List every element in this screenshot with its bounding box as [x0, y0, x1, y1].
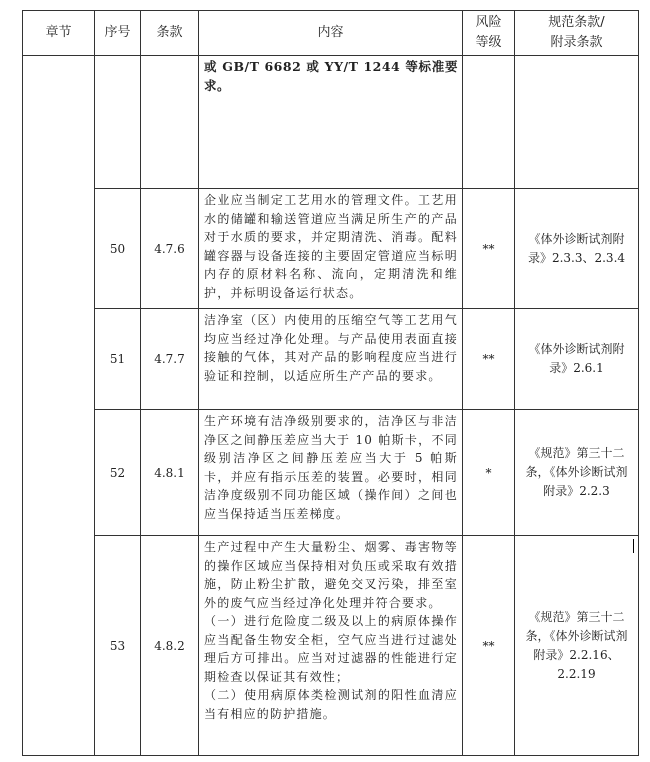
text-cursor	[633, 539, 634, 553]
header-ref-line1: 规范条款/	[548, 15, 605, 30]
content-paragraph: （二）使用病原体类检测试剂的阳性血清应当有相应的防护措施。	[204, 688, 458, 721]
ref-cell: 《体外诊断试剂附录》2.6.1	[515, 309, 639, 410]
seq-cell: 52	[95, 410, 141, 536]
table-row	[23, 536, 639, 756]
header-clause: 条款	[141, 11, 199, 56]
table-row	[23, 309, 639, 410]
risk-cell: **	[463, 309, 515, 410]
seq-cell: 51	[95, 309, 141, 410]
seq-cell-continued	[95, 56, 141, 189]
content-cell-continued: 或 GB/T 6682 或 YY/T 1244 等标准要求。	[199, 56, 463, 189]
header-row	[23, 11, 639, 56]
risk-cell: **	[463, 536, 515, 756]
ref-cell: 《规范》第三十二条，《体外诊断试剂附录》2.2.16、2.2.19	[515, 536, 639, 756]
header-ref-line2: 附录条款	[550, 35, 603, 50]
clause-cell: 4.7.6	[141, 189, 199, 309]
clause-cell-continued	[141, 56, 199, 189]
clause-cell: 4.8.1	[141, 410, 199, 536]
risk-cell: **	[463, 189, 515, 309]
table-row	[23, 410, 639, 536]
header-risk-line2: 等级	[475, 35, 502, 50]
content-paragraph: 生产环境有洁净级别要求的，洁净区与非洁净区之间静压差应当大于 10 帕斯卡，不同级别洁净区之间静压差应当大于 5 帕斯卡，并应有指示压差的装置。必要时，相同洁净度级别不同功能区域（操作间）之间也应当保持适当压差梯度。	[204, 414, 458, 521]
ref-cell-continued	[515, 56, 639, 189]
header-risk-line1: 风险	[475, 15, 502, 30]
content-cell	[199, 309, 463, 410]
content-cell	[199, 536, 463, 756]
content-paragraph: 企业应当制定工艺用水的管理文件。工艺用水的储罐和输送管道应当满足所生产的产品对于水质的要求，并定期清洗、消毒。配料罐容器与设备连接的主要固定管道应当标明内存的原材料名称、流向，定期清洗和维护，并标明设备运行状态。	[204, 193, 458, 300]
header-ref	[515, 11, 639, 56]
content-paragraph: （一）进行危险度二级及以上的病原体操作应当配备生物安全柜，空气应当进行过滤处理后方可排出。应当对过滤器的性能进行定期检查以保证其有效性；	[204, 614, 458, 684]
ref-cell: 《体外诊断试剂附录》2.3.3、2.3.4	[515, 189, 639, 309]
header-content: 内容	[199, 11, 463, 56]
seq-cell: 50	[95, 189, 141, 309]
content-cell	[199, 189, 463, 309]
clause-cell: 4.8.2	[141, 536, 199, 756]
table-row	[23, 189, 639, 309]
regulation-document	[22, 10, 638, 756]
risk-cell: *	[463, 410, 515, 536]
chapter-cell	[23, 56, 95, 756]
content-cell	[199, 410, 463, 536]
seq-cell: 53	[95, 536, 141, 756]
ref-cell: 《规范》第三十二条，《体外诊断试剂附录》2.2.3	[515, 410, 639, 536]
clause-cell: 4.7.7	[141, 309, 199, 410]
header-chapter: 章节	[23, 11, 95, 56]
table-row-continued	[23, 56, 639, 189]
inspection-table	[22, 10, 639, 756]
risk-cell-continued	[463, 56, 515, 189]
header-risk	[463, 11, 515, 56]
header-seq: 序号	[95, 11, 141, 56]
content-paragraph: 生产过程中产生大量粉尘、烟雾、毒害物等的操作区域应当保持相对负压或采取有效措施，防止粉尘扩散，避免交叉污染，排至室外的废气应当经过净化处理并符合要求。	[204, 540, 458, 610]
content-paragraph: 洁净室（区）内使用的压缩空气等工艺用气均应当经过净化处理。与产品使用表面直接接触的气体，其对产品的影响程度应当进行验证和控制，以适应所生产产品的要求。	[204, 313, 458, 383]
